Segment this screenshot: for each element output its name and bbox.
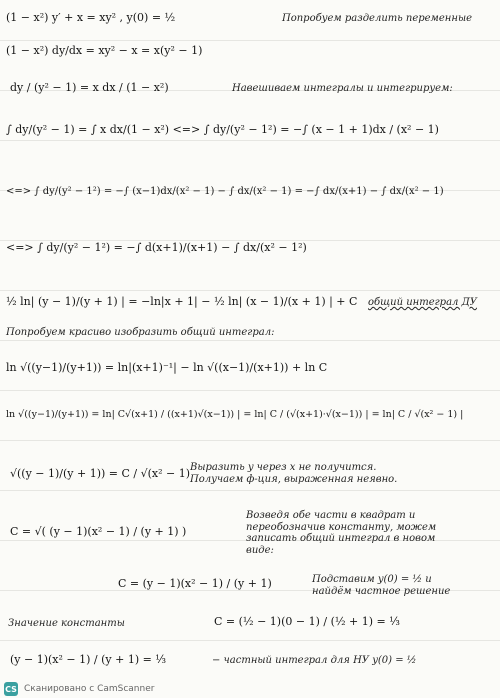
- equation-ln-sqrt: ln √((y−1)/(y+1)) = ln|(x+1)⁻¹| − ln √((x−1)/(x+1)) + ln C: [6, 361, 328, 374]
- equation-separated: dy / (y² − 1) = x dx / (1 − x²): [10, 81, 169, 94]
- note-implicit: Выразить y через x не получится. Получаем ф-ция, выраженная неявно.: [190, 462, 398, 485]
- equation-c-new: C = (y − 1)(x² − 1) / (y + 1): [118, 577, 272, 590]
- equation-ln-chain: ln √((y−1)/(y+1)) = ln| C√(x+1) / ((x+1)√(x−1)) | = ln| C / (√(x+1)·√(x−1)) | = ln| C / √(x² − 1) |: [6, 409, 464, 420]
- equation-c-value: C = (½ − 1)(0 − 1) / (½ + 1) = ⅓: [214, 615, 400, 628]
- note-constant-value: Значение константы: [8, 618, 125, 629]
- equation-integrals: ∫ dy/(y² − 1) = ∫ x dx/(1 − x²) <=> ∫ dy/(y² − 1²) = −∫ (x − 1 + 1)dx / (x² − 1): [6, 123, 439, 136]
- equation-general-integral: ½ ln| (y − 1)/(y + 1) | = −ln|x + 1| − ½ ln| (x − 1)/(x + 1) | + C: [6, 295, 358, 308]
- equation-split: <=> ∫ dy/(y² − 1²) = −∫ (x−1)dx/(x² − 1) − ∫ dx/(x² − 1) = −∫ dx/(x+1) − ∫ dx/(x² − 1): [6, 186, 444, 197]
- camscanner-logo-icon: CS: [4, 682, 18, 696]
- scanner-label: Сканировано с CamScanner: [24, 684, 155, 694]
- equation-ode: (1 − x²) y′ + x = xy² , y(0) = ½: [6, 11, 176, 24]
- note-square-both: Возведя обе части в квадрат и переобозначив константу, можем записать общий интеграл в новом виде:: [246, 510, 437, 556]
- equation-dydx: (1 − x²) dy/dx = xy² − x = x(y² − 1): [6, 44, 203, 57]
- note-integrate: Навешиваем интегралы и интегрируем:: [232, 83, 453, 94]
- note-separate-variables: Попробуем разделить переменные: [282, 13, 473, 24]
- equation-c-sqrt: C = √( (y − 1)(x² − 1) / (y + 1) ): [10, 525, 187, 538]
- scanner-footer: [0, 680, 500, 698]
- equation-particular: (y − 1)(x² − 1) / (y + 1) = ⅓: [10, 653, 166, 666]
- equation-dx-plus-1: <=> ∫ dy/(y² − 1²) = −∫ d(x+1)/(x+1) − ∫ dx/(x² − 1²): [6, 241, 307, 254]
- note-particular: − частный интеграл для НУ y(0) = ½: [212, 655, 417, 666]
- note-beautify: Попробуем красиво изобразить общий интеграл:: [6, 327, 275, 338]
- note-substitute: Подставим y(0) = ½ и найдём частное решение: [312, 574, 451, 597]
- equation-sqrt-ratio: √((y − 1)/(y + 1)) = C / √(x² − 1): [10, 467, 191, 480]
- note-general-integral: общий интеграл ДУ: [368, 297, 477, 308]
